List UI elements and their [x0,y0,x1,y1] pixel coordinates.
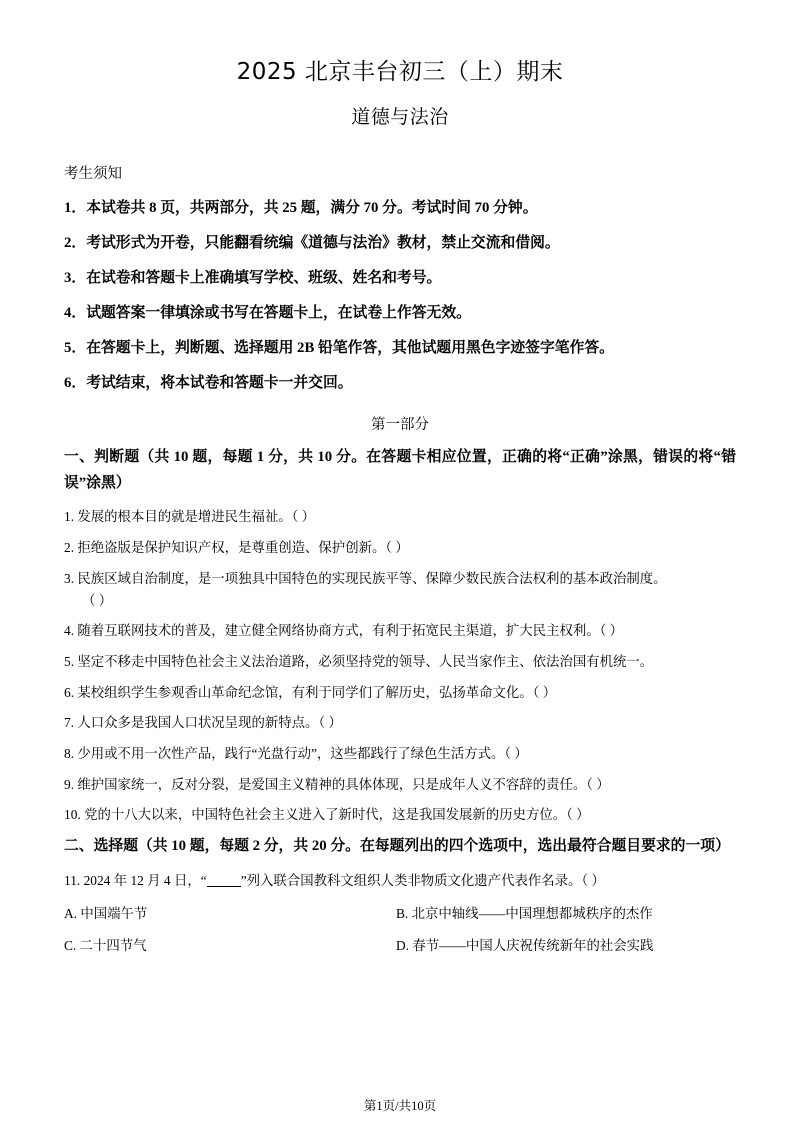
notice-item [64,372,736,395]
question-11-stem-before: 11. 2024 年 12 月 4 日，“ [64,873,207,889]
notice-item-text: 本试卷共 8 页，共两部分，共 25 题，满分 70 分。考试时间 70 分钟。 [86,200,538,217]
section-heading-true-false: 一、判断题（共 10 题，每题 1 分，共 10 分。在答题卡相应位置，正确的将“正确”涂黑，错误的将“错误”涂黑） [64,448,736,491]
question-item: 7. 人口众多是我国人口状况呈现的新特点。（ ） [64,715,342,731]
question-11-options-row-1 [64,903,736,925]
notice-item [64,302,736,325]
notice-item-text: 在试卷和答题卡上准确填写学校、班级、姓名和考号。 [86,270,442,287]
notice-item-number: 3． [64,270,87,287]
notice-item-text: 考试结束，将本试卷和答题卡一并交回。 [86,374,353,391]
question-item: 6. 某校组织学生参观香山革命纪念馆，有利于同学们了解历史，弘扬革命文化。（ ） [64,684,557,700]
question-item: 10. 党的十八大以来，中国特色社会主义进入了新时代，这是我国发展新的历史方位。（ ） [64,807,590,823]
question-11-options-row-2 [64,935,736,957]
notice-item-text: 试题答案一律填涂或书写在答题卡上，在试卷上作答无效。 [86,305,471,322]
option-b[interactable]: B. 北京中轴线——中国理想都城秩序的杰作 [396,905,653,921]
notice-item-text: 考试形式为开卷，只能翻看统编《道德与法治》教材，禁止交流和借阅。 [86,235,560,252]
notice-item-number: 4． [64,305,87,322]
question-continuation: （ ） [82,592,113,608]
question-item: 8. 少用或不用一次性产品，践行“光盘行动”，这些都践行了绿色生活方式。（ ） [64,746,528,762]
part-one-heading: 第一部分 [371,416,429,433]
option-a[interactable]: A. 中国端午节 [64,905,148,921]
page-subtitle: 道德与法治 [351,105,449,128]
notice-item-text: 在答题卡上，判断题、选择题用 2B 铅笔作答，其他试题用黑色字迹签字笔作答。 [86,340,614,357]
notice-item-number: 6． [64,374,87,391]
notice-item-number: 2． [64,235,87,252]
true-false-question-list [64,506,736,826]
question-item: 3. 民族区域自治制度，是一项独具中国特色的实现民族平等、保障少数民族合法权利的基本政治制度。 [64,570,667,586]
question-item: 4. 随着互联网技术的普及，建立健全网络协商方式，有利于拓宽民主渠道，扩大民主权利。（ ） [64,623,624,639]
notice-item-number: 1． [64,200,87,217]
notice-item [64,197,736,220]
notice-item [64,337,736,360]
question-item: 2. 拒绝盗版是保护知识产权，是尊重创造、保护创新。（ ） [64,540,409,556]
page-footer: 第1页/共10页 [363,1098,437,1113]
question-11-stem [64,860,736,892]
notice-heading: 考生须知 [64,165,122,182]
question-item: 9. 维护国家统一，反对分裂，是爱国主义精神的具体体现，只是成年人义不容辞的责任。（ ） [64,776,610,792]
question-item: 1. 发展的根本目的就是增进民生福祉。（ ） [64,509,316,525]
page-title: 2025 北京丰台初三（上）期末 [236,59,564,85]
option-c[interactable]: C. 二十四节气 [64,938,147,954]
option-d[interactable]: D. 春节——中国人庆祝传统新年的社会实践 [396,938,654,954]
fill-in-blank [207,886,241,887]
notice-item-number: 5． [64,340,87,357]
notice-item [64,267,736,290]
question-item: 5. 坚定不移走中国特色社会主义法治道路，必须坚持党的领导、人民当家作主、依法治国有机统一。 [64,653,654,669]
question-11-stem-after: ”列入联合国教科文组织人类非物质文化遗产代表作名录。（ ） [240,873,605,889]
notice-list [64,197,736,395]
notice-item [64,232,736,255]
section-heading-multiple-choice: 二、选择题（共 10 题，每题 2 分，共 20 分。在每题列出的四个选项中，选出最符合题目要求的一项） [64,838,730,855]
